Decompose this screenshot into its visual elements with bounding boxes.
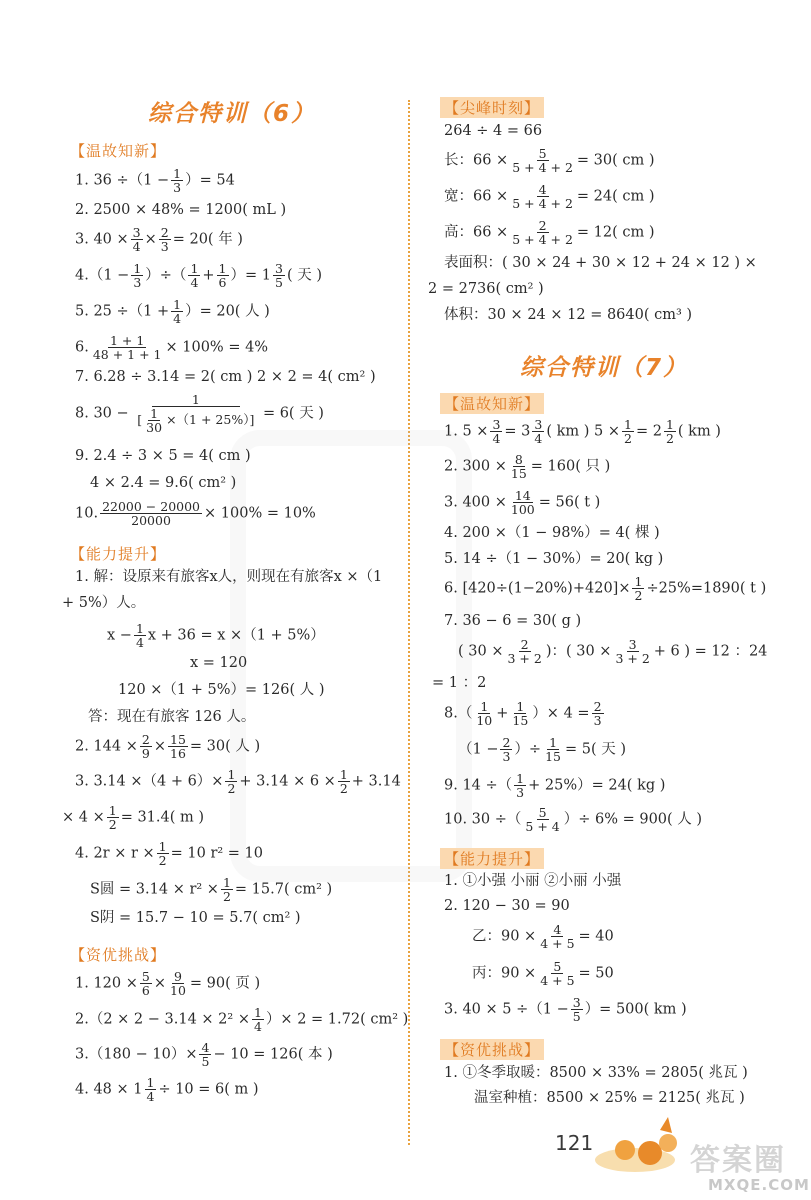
fraction: $\frac{2}{5 + 4 + 2}$ [512, 218, 573, 248]
fraction: $\frac{4}{5}$ [201, 1040, 210, 1070]
answer-line: 6. [420÷(1−20%)+420]× $\frac{1}{2}$ ÷25%=1890( t ) [444, 574, 767, 604]
fraction: $\frac{3}{5}$ [274, 261, 283, 291]
fraction: $\frac{1}{2}$ [108, 803, 117, 833]
fraction: $\frac{1}{30}$ [146, 406, 163, 436]
answer-line: 乙：90 × $\frac{4}{4 + 5}$ = 40 [472, 922, 614, 952]
answer-line: 2. 2500 × 48% = 1200( mL ) [75, 202, 287, 218]
answer-line: 6. $\frac{1 + 1}{48 + 1 + 1}$ × 100% = 4% [75, 333, 269, 363]
fraction: $\frac{1}{10}$ [476, 699, 493, 729]
fraction: $\frac{1}{4}$ [135, 621, 144, 651]
answer-line: 8.（ $\frac{1}{10}$ + $\frac{1}{15}$ ）× 4 = $\frac{2}{3}$ [444, 699, 602, 729]
answer-line: 4.（1 − $\frac{1}{3}$ ）÷（ $\frac{1}{4}$ + $\frac{1}{6}$ ）= 1 $\frac{3}{5}$ ( 天 ) [75, 261, 322, 291]
answer-line: 120 ×（1 + 5%）= 126( 人 ) [118, 682, 325, 698]
answer-line: 1. 5 × $\frac{3}{4}$ = 3 $\frac{3}{4}$ ( km ) 5 × $\frac{1}{2}$ = 2 $\frac{1}{2}$ ( km ) [444, 417, 721, 447]
answer-line: × 4 × $\frac{1}{2}$ = 31.4( m ) [62, 803, 205, 833]
answer-line: 4 × 2.4 = 9.6( cm² ) [90, 475, 237, 491]
fraction: $\frac{1}{2}$ [339, 767, 348, 797]
answer-line: 8. 30 − 1 [ $\frac{1}{30}$ ×（1 + 25%）] = 6( 天 ) [75, 392, 324, 436]
answer-line: 9. 2.4 ÷ 3 × 5 = 4( cm ) [75, 448, 251, 464]
answer-line: 2. 300 × $\frac{8}{15}$ = 160( 只 ) [444, 452, 611, 482]
fraction: $\frac{1}{2}$ [222, 875, 231, 905]
fraction: $\frac{15}{16}$ [170, 732, 186, 762]
answer-line: 3. 3.14 ×（4 + 6）× $\frac{1}{2}$ + 3.14 × 6 × $\frac{1}{2}$ + 3.14 [75, 767, 401, 797]
answer-line: 1. ①冬季取暖：8500 × 33% = 2805( 兆瓦 ) [444, 1065, 748, 1081]
answer-line: 宽：66 × $\frac{4}{5 + 4 + 2}$ = 24( cm ) [444, 182, 655, 212]
fraction: $\frac{1}{15}$ [545, 735, 561, 765]
fraction: $\frac{5}{6}$ [141, 969, 150, 999]
fraction: $\frac{4}{4 + 5}$ [540, 922, 575, 952]
fraction: $\frac{3}{5}$ [572, 995, 581, 1025]
answer-line: 5. 14 ÷（1 − 30%）= 20( kg ) [444, 551, 664, 567]
fraction: $\frac{1}{2}$ [665, 417, 674, 447]
answer-line: 丙：90 × $\frac{5}{4 + 5}$ = 50 [472, 959, 614, 989]
fraction: $\frac{14}{100}$ [510, 488, 535, 518]
answer-line: 1. 36 ÷（1 − $\frac{1}{3}$ ）= 54 [75, 166, 235, 196]
watermark-site-text: MXQE.COM [708, 1176, 810, 1194]
fraction: $\frac{1}{2}$ [624, 417, 632, 447]
answer-line: 2 = 2736( cm² ) [428, 281, 544, 297]
answer-line: 高：66 × $\frac{2}{5 + 4 + 2}$ = 12( cm ) [444, 218, 655, 248]
fraction: $\frac{3}{4}$ [132, 225, 141, 255]
answer-line: 1. 120 × $\frac{5}{6}$ × $\frac{9}{10}$ = 90( 页 ) [75, 969, 261, 999]
answer-line: x − $\frac{1}{4}$ x + 36 = x ×（1 + 5%） [107, 621, 325, 651]
fraction: $\frac{4}{5 + 4 + 2}$ [512, 182, 573, 212]
fraction: $\frac{2}{3 + 2}$ [507, 637, 542, 667]
answer-line: 3. 400 × $\frac{14}{100}$ = 56( t ) [444, 488, 601, 518]
page-title-left: 综合特训（6） [148, 101, 317, 127]
answer-line: S阴 = 15.7 − 10 = 5.7( cm² ) [90, 910, 301, 926]
section-peak-right: 【尖峰时刻】 [440, 97, 544, 118]
section-challenge-right: 【资优挑战】 [440, 1039, 544, 1060]
answer-line: 5. 25 ÷（1 + $\frac{1}{4}$ ）= 20( 人 ) [75, 297, 270, 327]
answer-line: 10. $\frac{22000 - 20000}{20000}$ × 100% = 10% [75, 499, 316, 529]
fraction: $\frac{1}{2}$ [158, 839, 167, 869]
watermark-logo-text: 答案圈 [690, 1143, 786, 1178]
answer-line: = 1 ：2 [432, 675, 487, 691]
answer-line: 答：现在有旅客 126 人。 [88, 709, 256, 725]
section-review-left: 【温故知新】 [70, 142, 167, 160]
answer-line: 体积：30 × 24 × 12 = 8640( cm³ ) [444, 307, 693, 323]
answer-line: 7. 36 − 6 = 30( g ) [444, 613, 582, 629]
section-ability-left: 【能力提升】 [70, 545, 167, 563]
answer-line: S圆 = 3.14 × r² × $\frac{1}{2}$ = 15.7( cm² ) [90, 875, 333, 905]
fraction: $\frac{1}{4}$ [253, 1005, 262, 1035]
fraction: $\frac{1 + 1}{48 + 1 + 1}$ [92, 333, 162, 363]
section-ability-right: 【能力提升】 [440, 848, 544, 869]
fraction: $\frac{2}{3}$ [502, 735, 511, 765]
fraction: $\frac{5}{5 + 4}$ [525, 805, 560, 835]
fraction: $\frac{9}{10}$ [170, 969, 186, 999]
fraction: $\frac{1}{3}$ [516, 771, 525, 801]
answer-line: 长：66 × $\frac{5}{5 + 4 + 2}$ = 30( cm ) [444, 146, 655, 176]
answer-line: 3. 40 × 5 ÷（1 − $\frac{3}{5}$ ）= 500( km ) [444, 995, 687, 1025]
answer-line: 10. 30 ÷（ $\frac{5}{5 + 4}$ ）÷ 6% = 900( 人 ) [444, 805, 703, 835]
answer-line: 4. 48 × 1 $\frac{1}{4}$ ÷ 10 = 6( m ) [75, 1075, 259, 1105]
answer-line: 2. 144 × $\frac{2}{9}$ × $\frac{15}{16}$ = 30( 人 ) [75, 732, 261, 762]
fraction: $\frac{1}{2}$ [227, 767, 236, 797]
fraction: $\frac{5}{4 + 5}$ [540, 959, 575, 989]
compound-fraction: 1 [ $\frac{1}{30}$ ×（1 + 25%）] [137, 392, 255, 436]
fraction: $\frac{1}{3}$ [173, 166, 182, 196]
fraction: $\frac{1}{4}$ [173, 297, 182, 327]
answer-line: 3.（180 − 10）× $\frac{4}{5}$ − 10 = 126( 本 ) [75, 1040, 333, 1070]
answer-line: x = 120 [190, 655, 248, 671]
fraction: $\frac{22000 - 20000}{20000}$ [102, 499, 201, 529]
section-review-right: 【温故知新】 [440, 393, 544, 414]
fraction: $\frac{2}{3}$ [160, 225, 169, 255]
fraction: $\frac{5}{5 + 4 + 2}$ [512, 146, 573, 176]
background-watermark [230, 430, 472, 882]
answer-line: （1 − $\frac{2}{3}$ ）÷ $\frac{1}{15}$ = 5( 天 ) [458, 735, 627, 765]
answer-line: 7. 6.28 ÷ 3.14 = 2( cm ) 2 × 2 = 4( cm² ) [75, 369, 376, 385]
fraction: $\frac{2}{9}$ [141, 732, 150, 762]
fraction: $\frac{1}{3}$ [133, 261, 142, 291]
answer-line: 4. 2r × r × $\frac{1}{2}$ = 10 r² = 10 [75, 839, 264, 869]
answer-line: 3. 40 × $\frac{3}{4}$ × $\frac{2}{3}$ = 20( 年 ) [75, 225, 243, 255]
answer-line: ( 30 × $\frac{2}{3 + 2}$ )：( 30 × $\frac{3}{3 + 2}$ + 6 ) = 12 ：24 [458, 637, 768, 667]
fraction: $\frac{1}{15}$ [512, 699, 529, 729]
fraction: $\frac{1}{4}$ [190, 261, 199, 291]
fraction: $\frac{3}{3 + 2}$ [615, 637, 650, 667]
answer-line: 264 ÷ 4 = 66 [444, 123, 543, 139]
fraction: $\frac{1}{2}$ [634, 574, 643, 604]
fraction: $\frac{3}{4}$ [492, 417, 501, 447]
page-title-right: 综合特训（7） [520, 355, 689, 381]
fraction: $\frac{2}{3}$ [593, 699, 602, 729]
answer-line: 温室种植：8500 × 25% = 2125( 兆瓦 ) [474, 1090, 745, 1106]
answer-line: 2.（2 × 2 − 3.14 × 2² × $\frac{1}{4}$ ）× 2 = 1.72( cm² ) [75, 1005, 409, 1035]
section-challenge-left: 【资优挑战】 [70, 946, 167, 964]
answer-line: 2. 120 − 30 = 90 [444, 898, 570, 914]
fraction: $\frac{8}{15}$ [510, 452, 527, 482]
fraction: $\frac{1}{4}$ [146, 1075, 155, 1105]
answer-line: 4. 200 ×（1 − 98%）= 4( 棵 ) [444, 525, 660, 541]
page-number: 121 [555, 1131, 594, 1155]
fraction: $\frac{1}{6}$ [218, 261, 227, 291]
answer-line: 1. ①小强 小丽 ②小丽 小强 [444, 873, 622, 889]
answer-line: 1. 解：设原来有旅客x人，则现在有旅客x ×（1 [75, 569, 383, 585]
answer-line: 表面积：( 30 × 24 + 30 × 12 + 24 × 12 ) × [444, 255, 757, 271]
answer-line: + 5%）人。 [62, 595, 146, 611]
answer-line: 9. 14 ÷（ $\frac{1}{3}$ + 25%）= 24( kg ) [444, 771, 666, 801]
fraction: $\frac{3}{4}$ [534, 417, 543, 447]
